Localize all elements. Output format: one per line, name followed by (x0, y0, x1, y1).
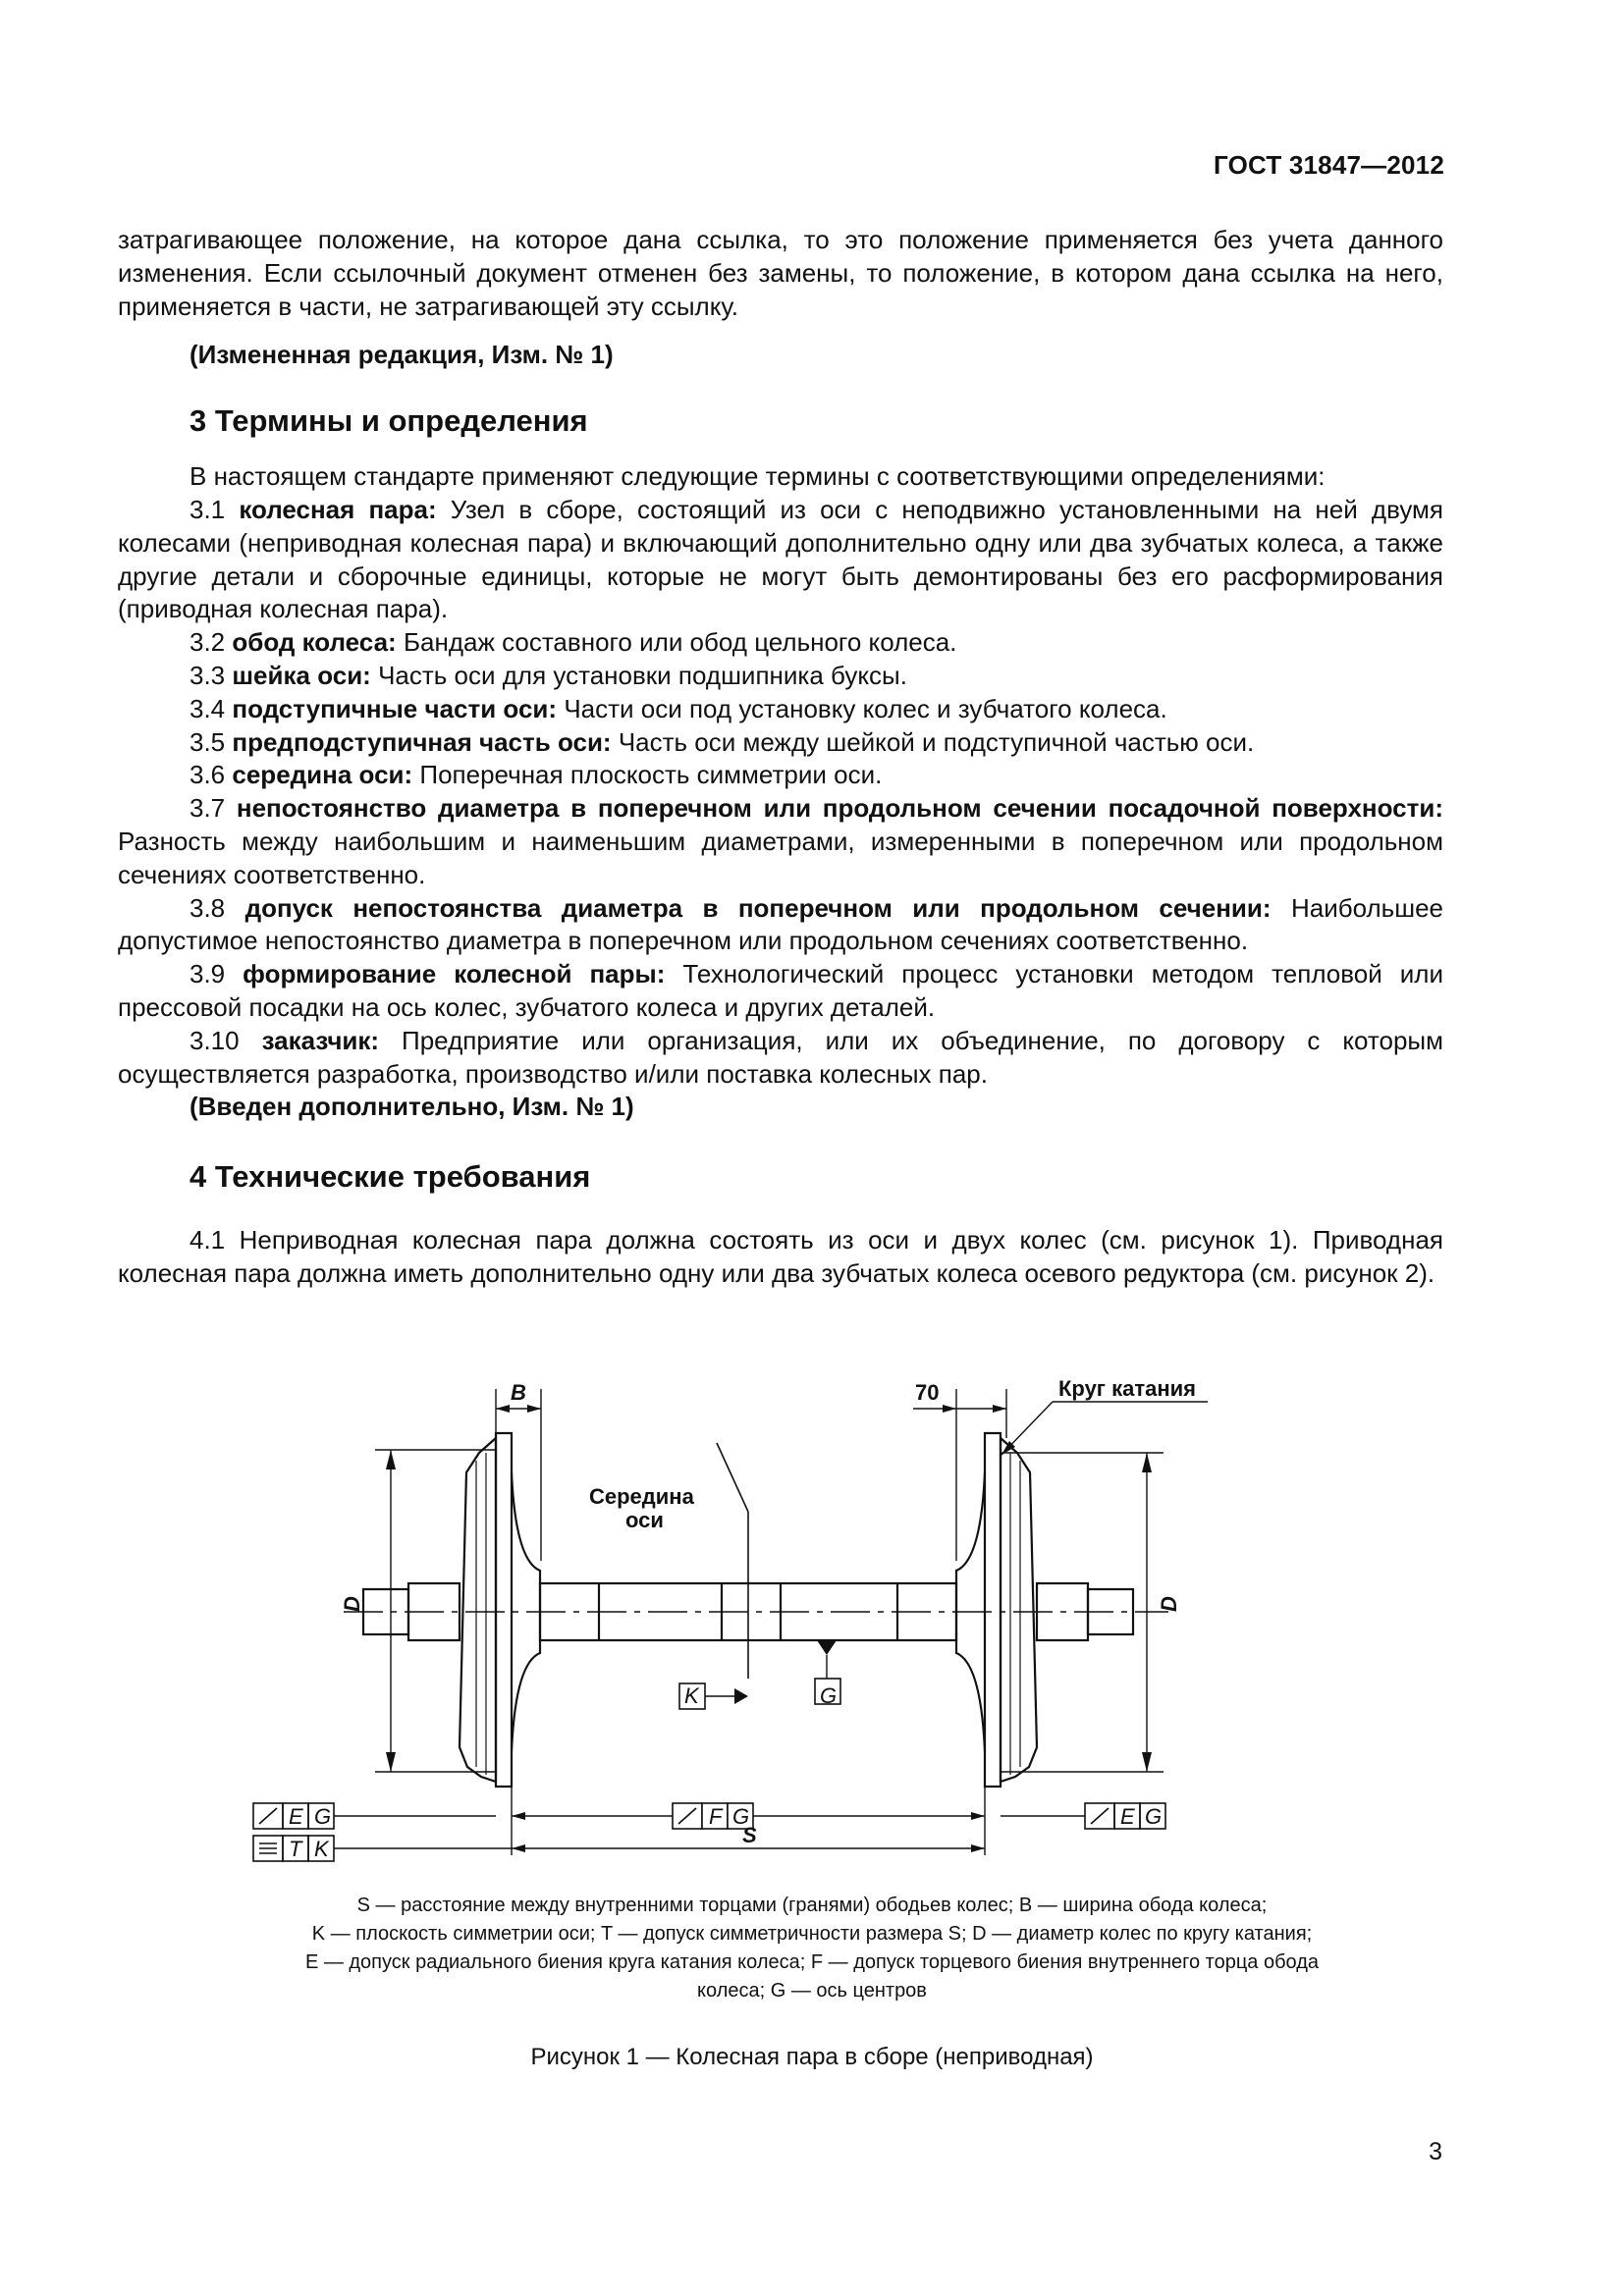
section-3-lead: В настоящем стандарте применяют следующие термины с соответствующими определениями: (189, 461, 1326, 492)
text-body (118, 224, 1443, 1291)
frame-right-g: G (1145, 1804, 1163, 1829)
label-b: B (511, 1380, 526, 1405)
figure-legend (196, 1892, 1428, 2005)
term-definition: 3.8 допуск непостоянства диаметра в поперечном или продольном сечении: Наибольшее допустимое непостоянство диаметра в поперечном или продольном сечениях соответственно. (118, 892, 1443, 956)
term-definition: 3.7 непостоянство диаметра в поперечном или продольном сечении посадочной поверхности: Разность между наибольшим и наименьшим диаметрами, измеренными в поперечном или продольном сечениях соответственно. (118, 793, 1443, 889)
section-3-heading: 3 Термины и определения (189, 403, 588, 439)
figure-title: Рисунок 1 — Колесная пара в сборе (неприводная) (530, 2044, 1094, 2070)
frame-t: T (289, 1837, 302, 1861)
page-number: 3 (1429, 2138, 1442, 2165)
label-d-right: D (1157, 1596, 1181, 1612)
added-note: (Введен дополнительно, Изм. № 1) (189, 1092, 634, 1122)
left-wheel-rim (460, 1438, 496, 1782)
legend-line: E — допуск радиального биения круга катания колеса; F — допуск торцевого биения внутреннего торца обода (304, 1951, 1320, 1973)
document-id: ГОСТ 31847—2012 (1214, 150, 1444, 180)
term-definition: 3.2 обод колеса: Бандаж составного или обод цельного колеса. (189, 627, 957, 658)
legend-line: K — плоскость симметрии оси; T — допуск симметричности размера S; D — диаметр колес по кругу катания; (311, 1923, 1313, 1945)
term-definition: 3.10 заказчик: Предприятие или организация, или их объединение, по договору с которым осуществляется разработка, производство и/или поставка колесных пар. (118, 1025, 1443, 1089)
frame-k: K (314, 1837, 329, 1861)
term-definition: 3.5 предподступичная часть оси: Часть оси между шейкой и подступичной частью оси. (189, 726, 1255, 757)
wheelset-drawing (289, 1364, 1227, 1885)
right-runout-frame (1001, 1803, 1165, 1829)
legend-line: колеса; G — ось центров (697, 1980, 927, 2002)
frame-right-e: E (1120, 1804, 1135, 1829)
frame-mid-g: G (732, 1804, 750, 1829)
right-wheel-disc (985, 1433, 1001, 1787)
label-k: K (684, 1683, 699, 1708)
frame-left-g: G (314, 1804, 332, 1829)
intro-continuation: затрагивающее положение, на которое дана ссылка, то это положение применяется без учета данного изменения. Если ссылочный документ отменен без замены, то положение, в котором дана ссылка на него, применяется в части, не затрагивающей эту ссылку. (118, 225, 1443, 321)
frame-left-e: E (289, 1804, 303, 1829)
label-70: 70 (915, 1380, 940, 1405)
terms-list (118, 494, 1443, 1091)
label-mid-axle-1: Середина (589, 1484, 694, 1509)
term-definition: 3.1 колесная пара: Узел в сборе, состоящий из оси с неподвижно установленными на ней двумя колесами (неприводная колесная пара) и включающий дополнительно одну или два зубчатых колеса, а также другие детали и сборочные единицы, которые не могут быть демонтированы без его расформирования (приводная колесная пара). (118, 494, 1443, 624)
term-definition: 3.9 формирование колесной пары: Технологический процесс установки методом тепловой или прессовой посадки на ось колес, зубчатого колеса и других деталей. (118, 959, 1443, 1022)
frame-f: F (709, 1804, 723, 1829)
legend-line: S — расстояние между внутренними торцами (гранями) ободьев колес; B — ширина обода колеса; (356, 1895, 1268, 1916)
section-4-heading: 4 Технические требования (189, 1159, 591, 1195)
term-definition: 3.3 шейка оси: Часть оси для установки подшипника буксы. (189, 660, 907, 690)
label-mid-axle-2: оси (625, 1508, 664, 1532)
label-s: S (742, 1823, 757, 1847)
term-definition: 3.4 подступичные части оси: Части оси под установку колес и зубчатого колеса. (189, 693, 1167, 723)
term-definition: 3.6 середина оси: Поперечная плоскость симметрии оси. (189, 760, 883, 790)
label-d-left: D (340, 1596, 364, 1612)
section-4-paragraph: 4.1 Неприводная колесная пара должна состоять из оси и двух колес (см. рисунок 1). Приводная колесная пара должна иметь дополнительно одну или два зубчатых колеса осевого редуктора (см. рисунок 2). (118, 1225, 1443, 1288)
label-g: G (820, 1683, 838, 1708)
right-wheel-rim (1001, 1438, 1037, 1782)
left-wheel-disc (496, 1433, 512, 1787)
label-rolling-circle: Круг катания (1058, 1376, 1196, 1401)
amend-note: (Измененная редакция, Изм. № 1) (189, 340, 614, 370)
